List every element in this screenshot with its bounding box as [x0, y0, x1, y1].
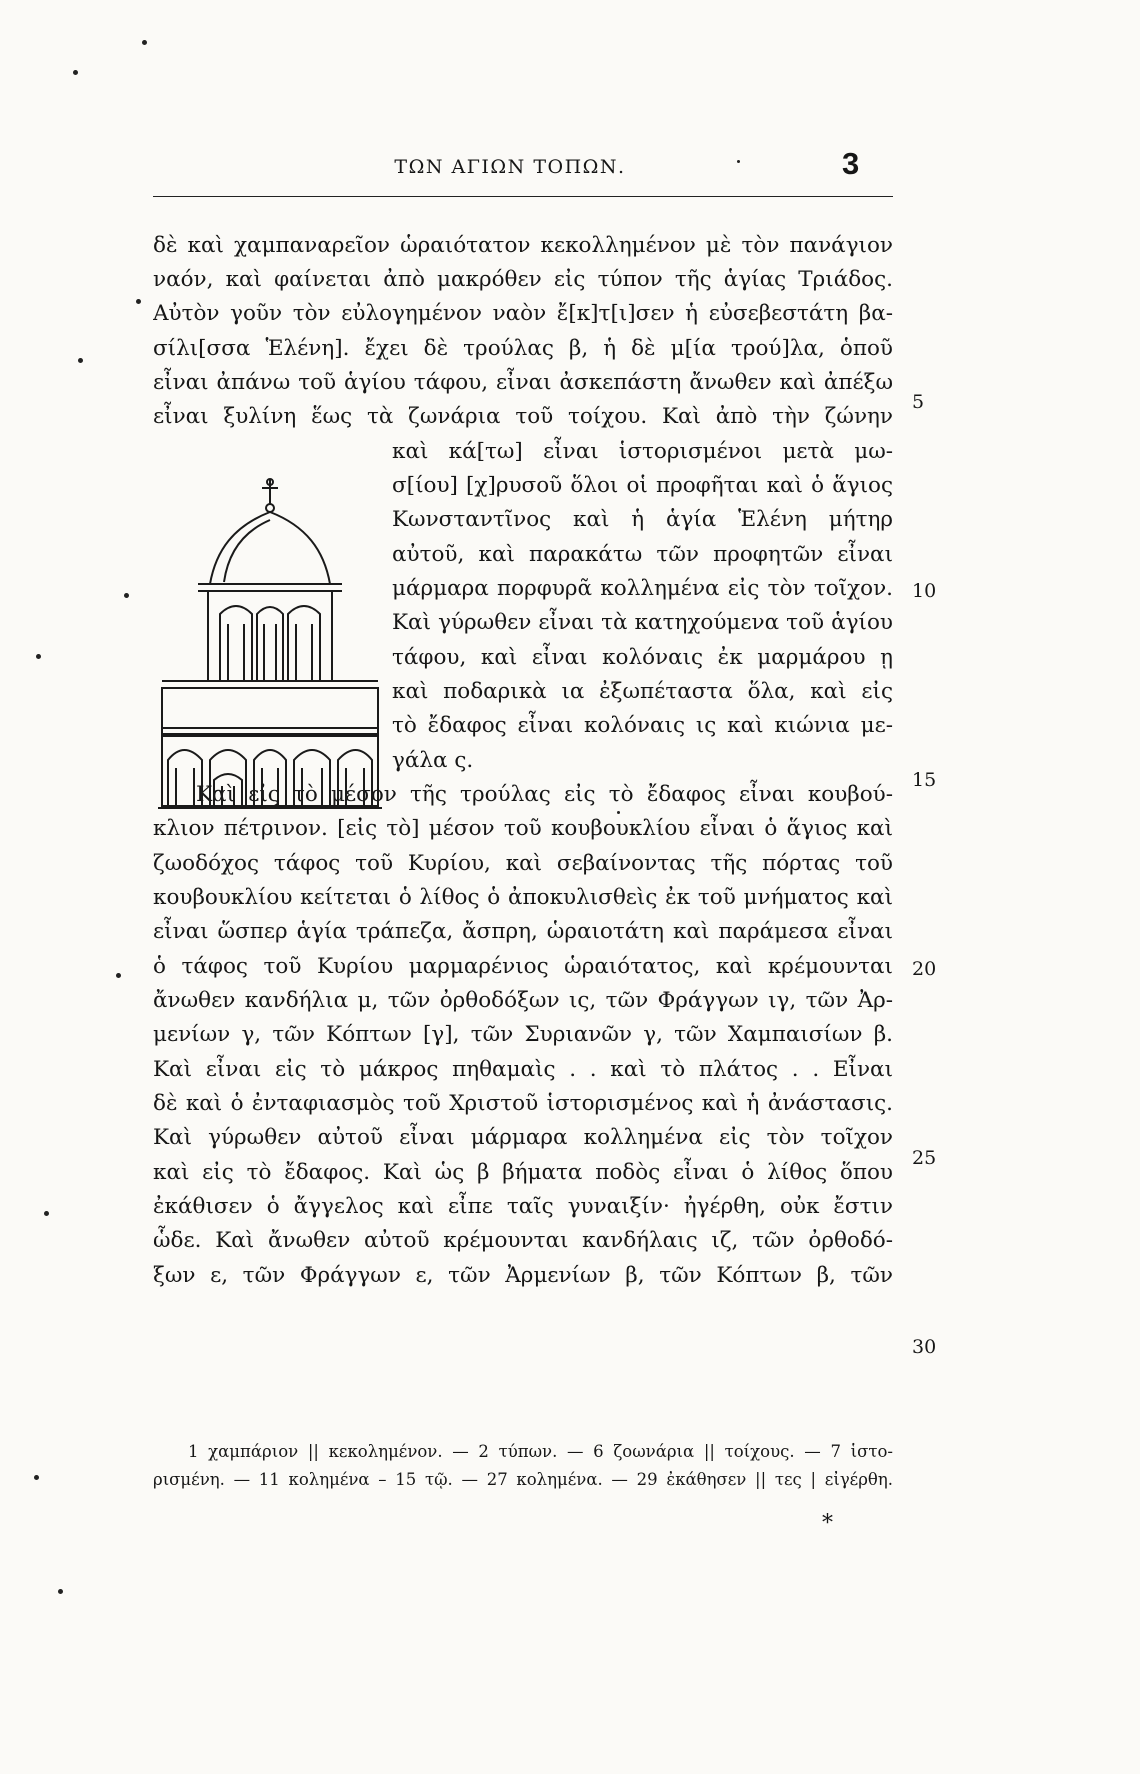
- scan-speck: [34, 1475, 39, 1480]
- scan-speck: [44, 1211, 49, 1216]
- line-number: 30: [912, 1336, 937, 1358]
- scan-speck: [124, 593, 129, 598]
- text-line: ἐκάθισεν ὁ ἄγγελος καὶ εἶπε ταῖς γυναιξίν· ἠγέρθη, οὐκ ἔστιν: [153, 1194, 893, 1219]
- scan-speck: [142, 40, 147, 45]
- dome: [210, 512, 330, 584]
- line-number: 15: [912, 769, 937, 791]
- header-rule: [153, 196, 893, 197]
- footnote-line: 1 χαμπάριον || κεκολημένον. — 2 τύπων. — 6 ζοωνάρια || τοίχους. — 7 ἱστο-: [188, 1442, 893, 1461]
- text-line: Κωνσταντῖνος καὶ ἡ ἁγία Ἑλένη μήτηρ: [392, 507, 893, 532]
- text-line: καὶ εἰς τὸ ἔδαφος. Καὶ ὡς β βήματα ποδὸς εἶναι ὁ λίθος ὅπου: [153, 1160, 893, 1185]
- scan-speck: [116, 973, 121, 978]
- text-line: δὲ καὶ ὁ ἐνταφιασμὸς τοῦ Χριστοῦ ἱστορισμένος καὶ ἡ ἀνάστασις.: [153, 1091, 893, 1116]
- text-line: ὁ τάφος τοῦ Κυρίου μαρμαρένιος ὡραιότατος, καὶ κρέμουνται: [153, 954, 893, 979]
- scan-speck: [136, 299, 141, 304]
- text-line: εἶναι ἀπάνω τοῦ ἁγίου τάφου, εἶναι ἀσκεπάστη ἄνωθεν καὶ ἀπέξω: [153, 370, 893, 395]
- page-number: 3: [842, 146, 860, 181]
- text-line: καὶ κά[τω] εἶναι ἱστορισμένοι μετὰ μω-: [392, 439, 893, 464]
- footnote-line: ρισμένη. — 11 κολημένα – 15 τῷ. — 27 κολημένα. — 29 ἐκάθησεν || τες | εἰγέρθη.: [153, 1470, 893, 1489]
- line-number: 10: [912, 580, 937, 602]
- text-line: ξων ε, τῶν Φράγγων ε, τῶν Ἀρμενίων β, τῶν Κόπτων β, τῶν: [153, 1263, 893, 1288]
- text-line: εἶναι ὥσπερ ἁγία τράπεζα, ἄσπρη, ὡραιοτάτη καὶ παράμεσα εἶναι: [153, 919, 893, 944]
- text-line: Αὐτὸν γοῦν τὸν εὐλογημένον ναὸν ἔ[κ]τ[ι]σεν ἡ εὐσεβεστάτη βα-: [153, 301, 893, 326]
- text-line: ἄνωθεν κανδήλια μ, τῶν ὀρθοδόξων ις, τῶν Φράγγων ιγ, τῶν Ἀρ-: [153, 988, 893, 1013]
- text-line: καὶ ποδαρικὰ ια ἐξωπέταστα ὅλα, καὶ εἰς: [392, 679, 893, 704]
- church-illustration: [158, 474, 382, 814]
- running-header: ΤΩΝ ΑΓΙΩΝ ΤΟΠΩΝ.: [394, 156, 626, 178]
- text-line: Καὶ γύρωθεν αὐτοῦ εἶναι μάρμαρα κολλημένα εἰς τὸν τοῖχον: [153, 1125, 893, 1150]
- text-line: δὲ καὶ χαμπαναρεῖον ὡραιότατον κεκολλημένον μὲ τὸν πανάγιον: [153, 233, 893, 258]
- scan-speck: [617, 811, 620, 814]
- text-line: αὐτοῦ, καὶ παρακάτω τῶν προφητῶν εἶναι: [392, 542, 893, 567]
- text-line: Καὶ εἰς τὸ μέσον τῆς τρούλας εἰς τὸ ἔδαφος εἶναι κουβού-: [196, 782, 893, 807]
- scan-speck: [58, 1589, 63, 1594]
- text-line: τάφου, καὶ εἶναι κολόναις ἐκ μαρμάρου ῃ: [392, 645, 893, 670]
- text-line: μενίων γ, τῶν Κόπτων [γ], τῶν Συριανῶν γ, τῶν Χαμπαισίων β.: [153, 1022, 893, 1047]
- text-line: ναόν, καὶ φαίνεται ἀπὸ μακρόθεν εἰς τύπον τῆς ἁγίας Τριάδος.: [153, 267, 893, 292]
- text-line: μάρμαρα πορφυρᾶ κολλημένα εἰς τὸν τοῖχον.: [392, 576, 893, 601]
- text-line: ὧδε. Καὶ ἄνωθεν αὐτοῦ κρέμουνται κανδήλαις ιζ, τῶν ὀρθοδό-: [153, 1228, 893, 1253]
- text-line: Καὶ γύρωθεν εἶναι τὰ κατηχούμενα τοῦ ἁγίου: [392, 610, 893, 635]
- text-line: γάλα ς.: [392, 748, 474, 773]
- text-line: κουβουκλίου κείτεται ὁ λίθος ὁ ἀποκυλισθεὶς ἐκ τοῦ μνήματος καὶ: [153, 885, 893, 910]
- text-line: σ[ίου] [χ]ρυσοῦ ὅλοι οἱ προφῆται καὶ ὁ ἅγιος: [392, 473, 893, 498]
- text-line: ζωοδόχος τάφος τοῦ Κυρίου, καὶ σεβαίνοντας τῆς πόρτας τοῦ: [153, 851, 893, 876]
- line-number: 5: [912, 391, 925, 413]
- text-line: κλιον πέτρινον. [εἰς τὸ] μέσον τοῦ κουβουκλίου εἶναι ὁ ἅγιος καὶ: [153, 816, 893, 841]
- text-line: εἶναι ξυλίνη ἕως τὰ ζωνάρια τοῦ τοίχου. Καὶ ἀπὸ τὴν ζώνην: [153, 404, 893, 429]
- scan-speck: [36, 654, 41, 659]
- text-line: Καὶ εἶναι εἰς τὸ μάκρος πηθαμαὶς . . καὶ τὸ πλάτος . . Εἶναι: [153, 1057, 893, 1082]
- scan-speck: [737, 160, 740, 163]
- text-line: σίλι[σσα Ἑλένη]. ἔχει δὲ τρούλας β, ἡ δὲ μ[ία τρού]λα, ὁποῦ: [153, 336, 893, 361]
- scan-speck: [78, 358, 83, 363]
- belfry: [208, 591, 332, 681]
- line-number: 25: [912, 1147, 937, 1169]
- text-line: τὸ ἔδαφος εἶναι κολόναις ις καὶ κιώνια με-: [392, 713, 893, 738]
- scan-speck: [73, 70, 78, 75]
- line-number: 20: [912, 958, 937, 980]
- asterisk-mark: *: [822, 1511, 833, 1536]
